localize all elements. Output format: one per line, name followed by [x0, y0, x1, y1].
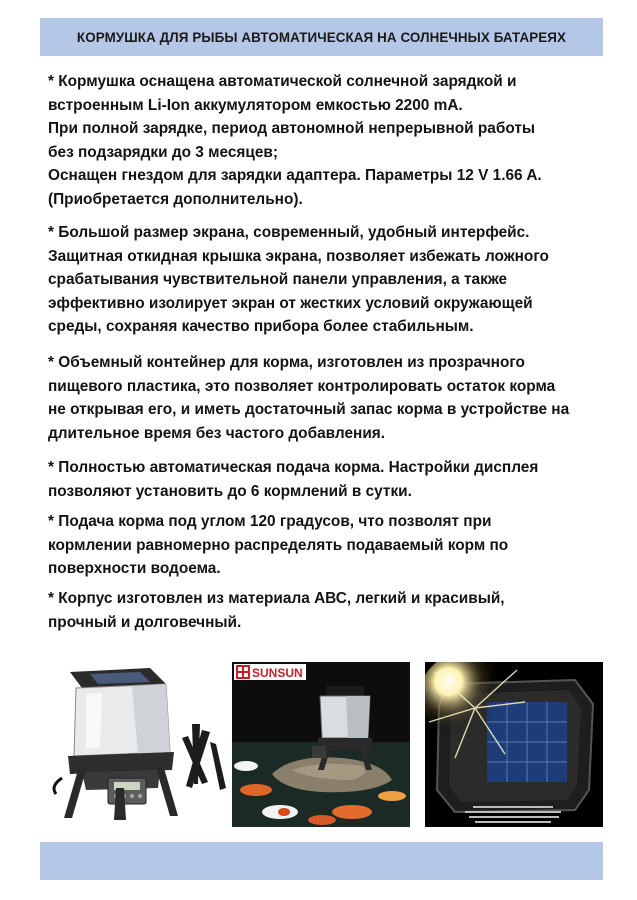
- text-line: Защитная откидная крышка экрана, позволяет избежать ложного: [48, 247, 549, 265]
- text-line: длительное время без частого добавления.: [48, 424, 386, 442]
- header-band: [40, 18, 603, 56]
- text-line: пищевого пластика, это позволяет контролировать остаток корма: [48, 377, 556, 395]
- text-line: кормлении равномерно распределять подаваемый корм по: [48, 536, 509, 554]
- feature-auto-feeding: [48, 456, 608, 503]
- pond-scene-photo: [232, 662, 410, 827]
- text-line: При полной зарядке, период автономной непрерывной работы: [48, 120, 536, 137]
- text-line: встроенным Li-Ion аккумулятором емкостью 2200 mA.: [48, 96, 463, 114]
- feature-feeding-angle: [48, 510, 608, 581]
- page-title: КОРМУШКА ДЛЯ РЫБЫ АВТОМАТИЧЕСКАЯ НА СОЛНЕЧНЫХ БАТАРЕЯХ: [76, 29, 567, 45]
- text-line: прочный и долговечный.: [48, 613, 242, 631]
- feature-container: [48, 351, 608, 445]
- brand-logo-text: SUNSUN: [252, 666, 303, 680]
- text-line: * Объемный контейнер для корма, изготовлен из прозрачного: [48, 354, 525, 371]
- text-line: не открывая его, и иметь достаточный запас корма в устройстве на: [48, 401, 570, 418]
- text-line: * Кормушка оснащена автоматической солнечной зарядкой и: [48, 73, 517, 90]
- text-line: поверхности водоема.: [48, 560, 221, 577]
- text-line: * Подача корма под углом 120 градусов, что позволят при: [48, 513, 492, 530]
- text-line: * Полностью автоматическая подача корма. Настройки дисплея: [48, 459, 539, 476]
- text-line: эффективно изолирует экран от жестких условий окружающей: [48, 294, 533, 312]
- text-line: * Большой размер экрана, современный, удобный интерфейс.: [48, 224, 530, 241]
- text-line: (Приобретается дополнительно).: [48, 190, 303, 208]
- text-line: Оснащен гнездом для зарядки адаптера. Параметры 12 V 1.66 A.: [48, 167, 542, 184]
- feature-solar-charging: [48, 70, 608, 211]
- text-line: позволяют установить до 6 кормлений в сутки.: [48, 482, 412, 500]
- text-line: среды, сохраняя качество прибора более стабильным.: [48, 318, 474, 335]
- text-line: срабатывания чувствительной панели управления, а также: [48, 271, 508, 288]
- solar-panel-photo: [425, 662, 603, 827]
- text-line: без подзарядки до 3 месяцев;: [48, 143, 279, 161]
- feature-housing: [48, 587, 608, 634]
- feature-screen: [48, 221, 608, 339]
- text-line: * Корпус изготовлен из материала АВС, легкий и красивый,: [48, 590, 505, 607]
- feeder-product-photo: [42, 660, 228, 825]
- footer-band: [40, 842, 603, 880]
